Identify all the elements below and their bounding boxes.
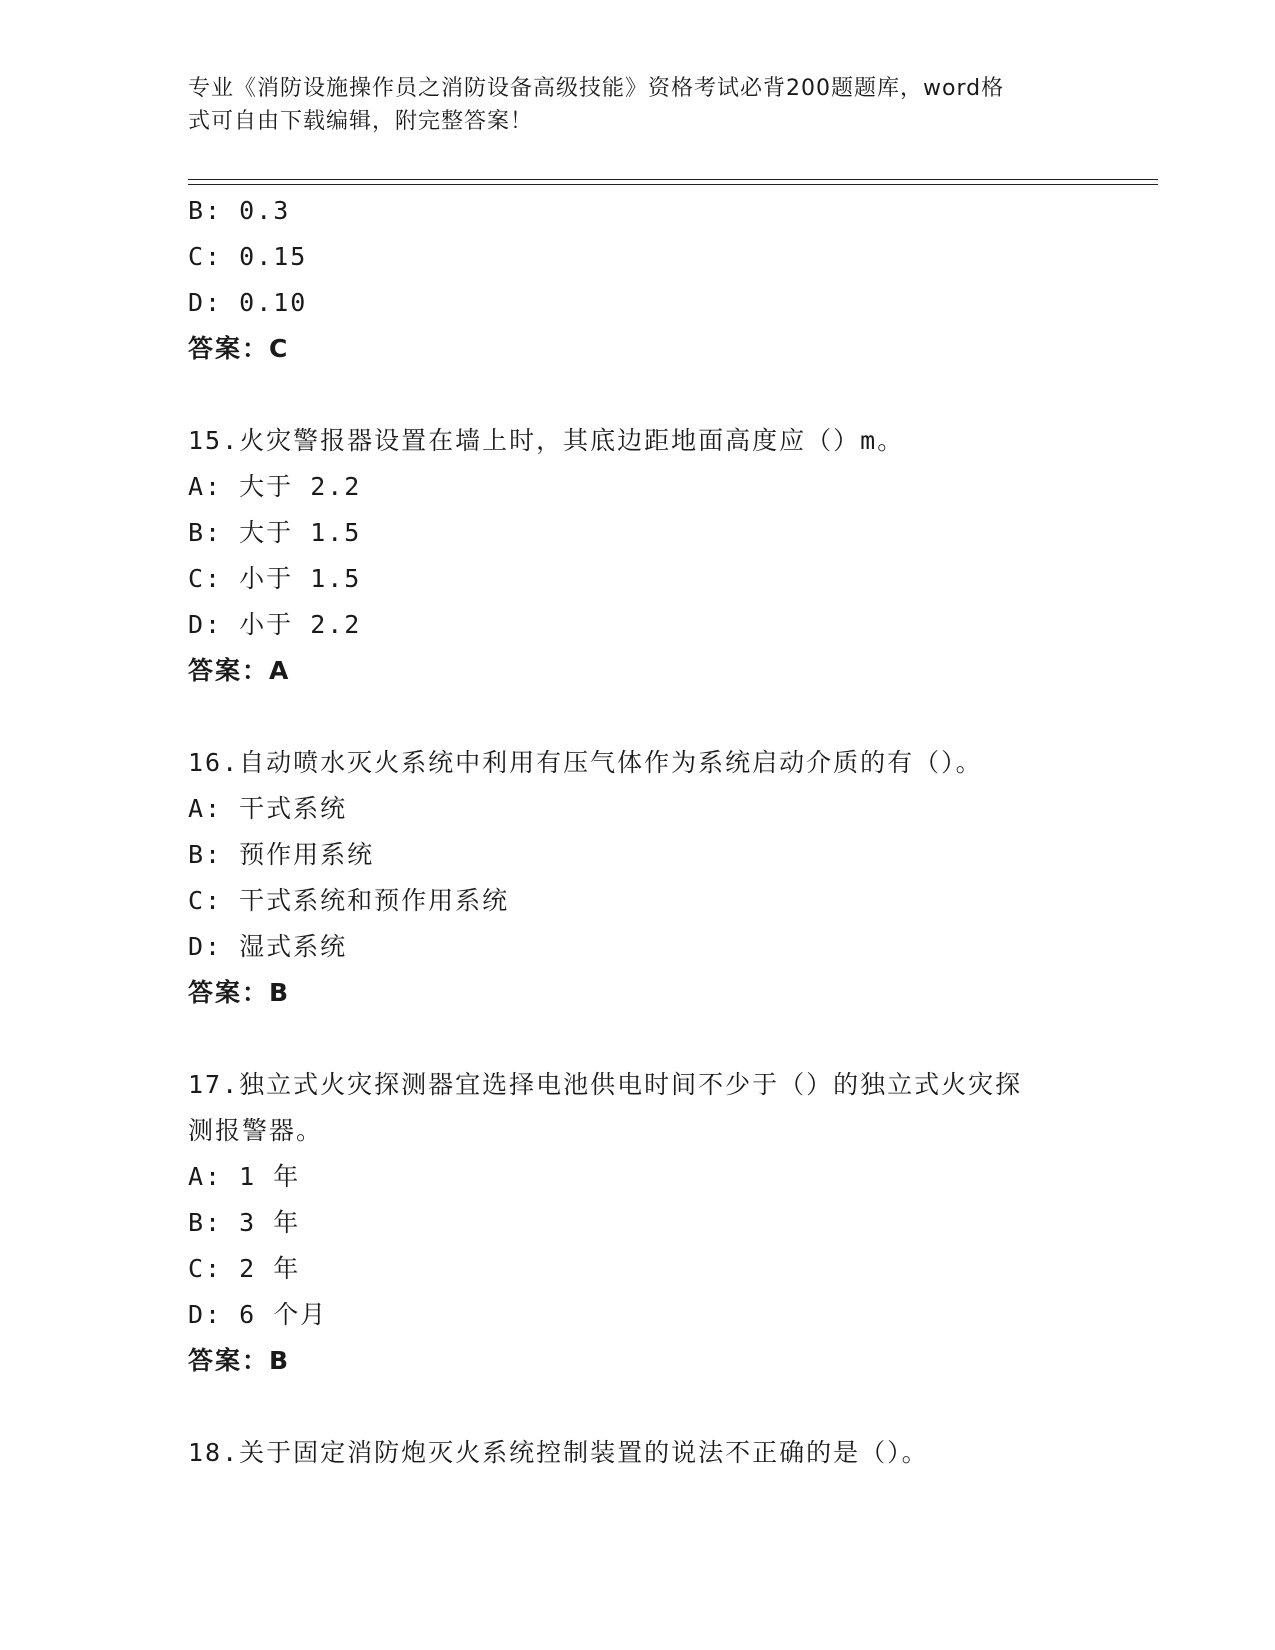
- question-text: 18.关于固定消防炮灭火系统控制装置的说法不正确的是（）。: [188, 1438, 929, 1467]
- question-text-line-1: 17.独立式火灾探测器宜选择电池供电时间不少于（）的独立式火灾探: [188, 1070, 1023, 1099]
- question-17: [188, 1062, 1088, 1384]
- question-text: 16.自动喷水灭火系统中利用有压气体作为系统启动介质的有（）。: [188, 748, 983, 777]
- question-text-line-2: 测报警器。: [188, 1116, 324, 1145]
- answer-line: 答案：C: [188, 334, 290, 363]
- document-header: [188, 72, 1068, 138]
- option-c: C: 0.15: [188, 242, 308, 271]
- header-title-line-1: 专业《消防设施操作员之消防设备高级技能》资格考试必背200题题库，word格: [188, 76, 1005, 101]
- option-d: D: 湿式系统: [188, 932, 348, 961]
- question-15: [188, 418, 1088, 694]
- answer-line: 答案：B: [188, 978, 291, 1007]
- question-spacer: [188, 372, 1088, 418]
- option-d: D: 小于 2.2: [188, 610, 362, 639]
- option-a: A: 干式系统: [188, 794, 348, 823]
- question-spacer: [188, 694, 1088, 740]
- option-b: B: 预作用系统: [188, 840, 375, 869]
- option-d: D: 6 个月: [188, 1300, 328, 1329]
- option-a: A: 1 年: [188, 1162, 301, 1191]
- question-text: 15.火灾警报器设置在墙上时，其底边距地面高度应（）m。: [188, 426, 905, 455]
- option-c: C: 2 年: [188, 1254, 301, 1283]
- option-a: A: 大于 2.2: [188, 472, 362, 501]
- question-list: [188, 188, 1088, 1476]
- option-b: B: 大于 1.5: [188, 518, 362, 547]
- answer-line: 答案：A: [188, 656, 291, 685]
- option-b: B: 0.3: [188, 196, 291, 225]
- question-spacer: [188, 1384, 1088, 1430]
- header-rule-bottom: [188, 184, 1158, 185]
- header-title-line-2: 式可自由下载编辑，附完整答案！: [188, 109, 534, 134]
- option-b: B: 3 年: [188, 1208, 301, 1237]
- question-14-continued: [188, 188, 1088, 372]
- option-d: D: 0.10: [188, 288, 308, 317]
- option-c: C: 干式系统和预作用系统: [188, 886, 510, 915]
- header-rule-top: [188, 179, 1158, 180]
- question-spacer: [188, 1016, 1088, 1062]
- answer-line: 答案：B: [188, 1346, 291, 1375]
- question-18: [188, 1430, 1088, 1476]
- option-c: C: 小于 1.5: [188, 564, 362, 593]
- question-16: [188, 740, 1088, 1016]
